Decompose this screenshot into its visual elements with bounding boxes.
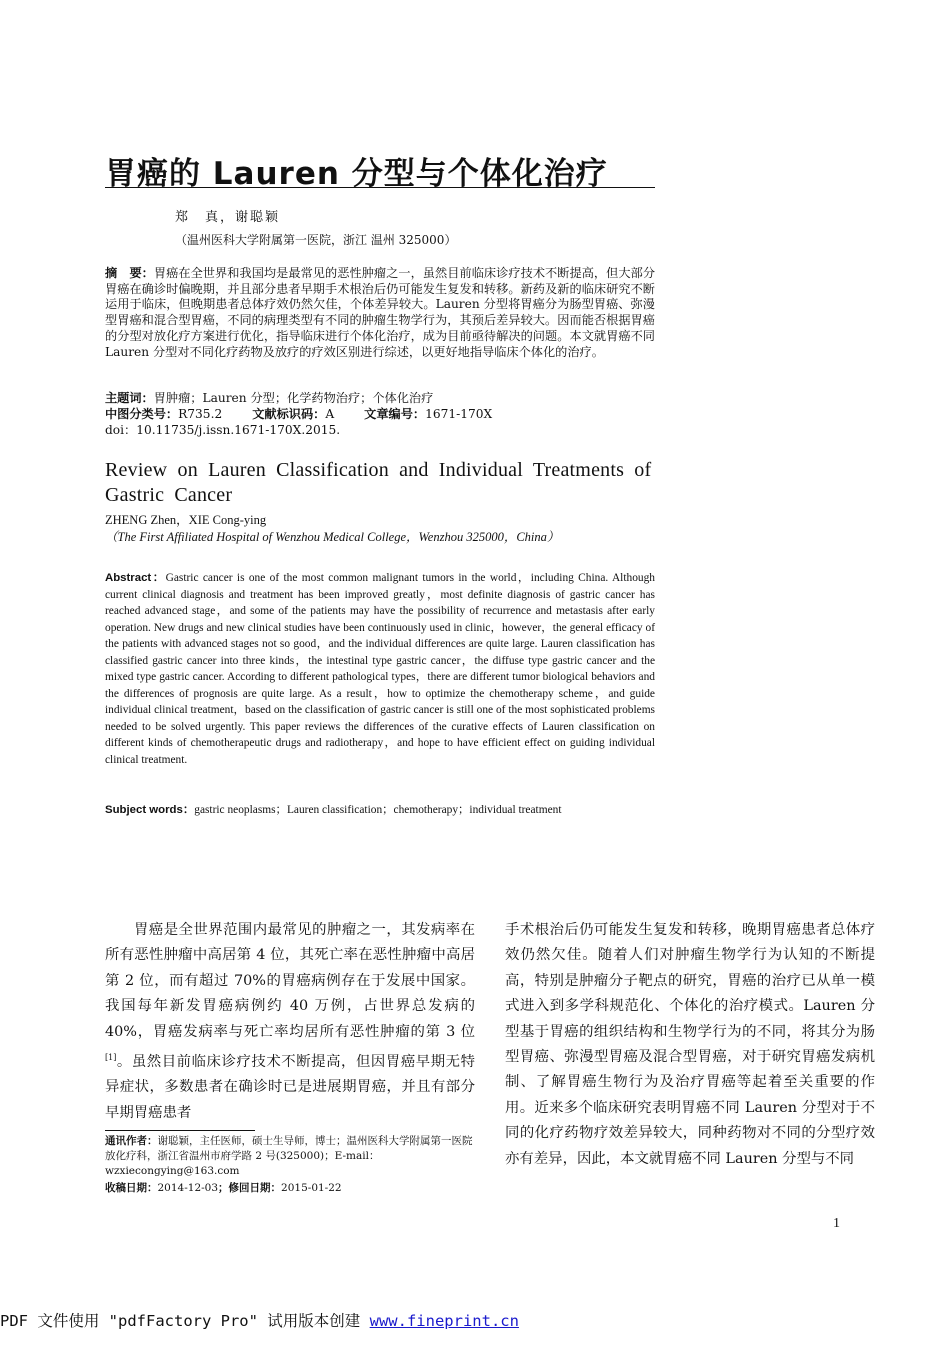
body-left-text-2: 。虽然目前临床诊疗技术不断提高，但因胃癌早期无特异症状，多数患者在确诊时已是进展期胃癌，并且有部分早期胃癌患者 bbox=[105, 1053, 475, 1121]
received-date: 2014-12-03 bbox=[157, 1182, 219, 1194]
corresponding-author-note bbox=[105, 1134, 477, 1179]
english-authors: ZHENG Zhen，XIE Cong-ying bbox=[105, 513, 267, 527]
footnote-divider bbox=[105, 1130, 255, 1131]
pdf-footer-text: PDF 文件使用 "pdfFactory Pro" 试用版本创建 bbox=[0, 1312, 370, 1330]
received-dates bbox=[105, 1180, 342, 1195]
body-column-left bbox=[105, 918, 475, 1126]
abstract-label: 摘 要： bbox=[105, 266, 154, 280]
authors: 郑 真，谢聪颖 bbox=[175, 210, 281, 225]
abstract-text: 胃癌在全世界和我国均是最常见的恶性肿瘤之一，虽然目前临床诊疗技术不断提高，但大部分胃癌在确诊时偏晚期，并且部分患者早期手术根治后仍可能发生复发和转移。新药及新的临床研究不断运用于临床，但晚期患者总体疗效仍然欠佳，个体差异较大。Lauren 分型将胃癌分为肠型胃癌、弥漫型胃癌和混合型胃癌，不同的病理类型有不同的肿瘤生物学行为，其预后差异较大。因而能否根据胃癌的分型对放化疗方案进行优化，指导临床进行个体化治疗，成为目前亟待解决的问题。本文就胃癌不同 Lauren 分型对不同化疗药物及放疗的疗效区别进行综述，以更好地指导临床个体化的治疗。 bbox=[105, 266, 656, 359]
received-label: 收稿日期： bbox=[105, 1182, 158, 1194]
english-keywords bbox=[105, 801, 561, 817]
doi: doi：10.11735/j.issn.1671-170X.2015. bbox=[105, 423, 341, 437]
keywords-text: 胃肿瘤；Lauren 分型；化学药物治疗；个体化治疗 bbox=[153, 391, 434, 405]
revised-label: ；修回日期： bbox=[218, 1182, 282, 1194]
paper-title: 胃癌的 Lauren 分型与个体化治疗 bbox=[105, 156, 608, 192]
clc-value: R735.2 bbox=[178, 407, 223, 421]
english-affiliation: （The First Affiliated Hospital of Wenzhou Medical College，Wenzhou 325000，China） bbox=[105, 530, 560, 544]
english-keywords-label: Subject words： bbox=[105, 804, 195, 816]
pdf-watermark-footer bbox=[0, 1309, 519, 1331]
doc-code-label: 文献标识码： bbox=[252, 407, 326, 421]
chinese-abstract bbox=[105, 266, 655, 360]
affiliation: （温州医科大学附属第一医院，浙江 温州 325000） bbox=[175, 233, 457, 247]
title-divider bbox=[105, 187, 655, 188]
article-number-label: 文章编号： bbox=[364, 407, 426, 421]
english-abstract bbox=[105, 570, 655, 768]
english-abstract-label: Abstract： bbox=[105, 572, 166, 584]
english-abstract-text: Gastric cancer is one of the most common malignant tumors in the world，including China. Although current clinical diagnosis and treatment has been improved greatly，most definite diagnosis of gastric cancer has reached advanced stage，and some of the patients may have the possibility of recurrence and metastasis after early operation. New drugs and new clinical studies have been continuously used in clinic，however，the general efficacy of the patients with advanced stages not so good，and the individual differences are quite large. Lauren classification has classified gastric cancer into three kinds，the intestinal type gastric cancer，the diffuse type gastric cancer and the mixed type gastric cancer. According to different pathological types，there are different tumor biological behaviors and the differences of prognosis are quite large. As a result，how to optimize the chemotherapy scheme，and guide individual clinical treatment，based on the classification of gastric cancer is still one of the most sophisticated problems needed to be solved urgently. This paper reviews the differences of the curative effects of Lauren classification on different kinds of chemotherapeutic drugs and radiotherapy，and hope to have efficient effect on guiding individual clinical treatment. bbox=[105, 572, 655, 766]
english-keywords-text: gastric neoplasms；Lauren classification；chemotherapy；individual treatment bbox=[194, 804, 562, 816]
classification-line bbox=[105, 405, 492, 422]
fineprint-link[interactable]: www.fineprint.cn bbox=[369, 1312, 519, 1330]
keywords-line bbox=[105, 389, 433, 406]
keywords-label: 主题词： bbox=[105, 391, 154, 405]
article-number-value: 1671-170X bbox=[425, 407, 493, 421]
corresponding-author-text: 谢聪颖，主任医师，硕士生导师，博士；温州医科大学附属第一医院放化疗科，浙江省温州市府学路 2 号(325000)；E-mail：wzxiecongying@163.com bbox=[105, 1135, 473, 1177]
english-title: Review on Lauren Classification and Individual Treatments of Gastric Cancer bbox=[105, 459, 652, 506]
citation-ref: [1] bbox=[105, 1053, 117, 1063]
body-column-right: 手术根治后仍可能发生复发和转移，晚期胃癌患者总体疗效仍然欠佳。随着人们对肿瘤生物学行为认知的不断提高，特别是肿瘤分子靶点的研究，胃癌的治疗已从单一模式进入到多学科规范化、个体化的治疗模式。Lauren 分型基于胃癌的组织结构和生物学行为的不同，将其分为肠型胃癌、弥漫型胃癌及混合型胃癌，对于研究胃癌发病机制、了解胃癌生物行为及治疗胃癌等起着至关重要的作用。近来多个临床研究表明胃癌不同 Lauren 分型对于不同的化疗药物疗效差异较大，同种药物对不同的分型疗效亦有差异，因此，本文就胃癌不同 Lauren 分型与不同 bbox=[505, 922, 875, 1167]
revised-date: 2015-01-22 bbox=[281, 1182, 342, 1194]
corresponding-author-label: 通讯作者： bbox=[105, 1135, 158, 1147]
body-left-text-1: 胃癌是全世界范围内最常见的肿瘤之一，其发病率在所有恶性肿瘤中高居第 4 位，其死亡率在恶性肿瘤中高居第 2 位，而有超过 70%的胃癌病例存在于发展中国家。我国每年新发胃癌病例约 40 万例，占世界总发病的 40%，胃癌发病率与死亡率均居所有恶性肿瘤的第 3 位 bbox=[105, 922, 475, 1040]
clc-label: 中图分类号： bbox=[105, 407, 179, 421]
doc-code-value: A bbox=[325, 407, 335, 421]
page-number: 1 bbox=[833, 1216, 840, 1231]
